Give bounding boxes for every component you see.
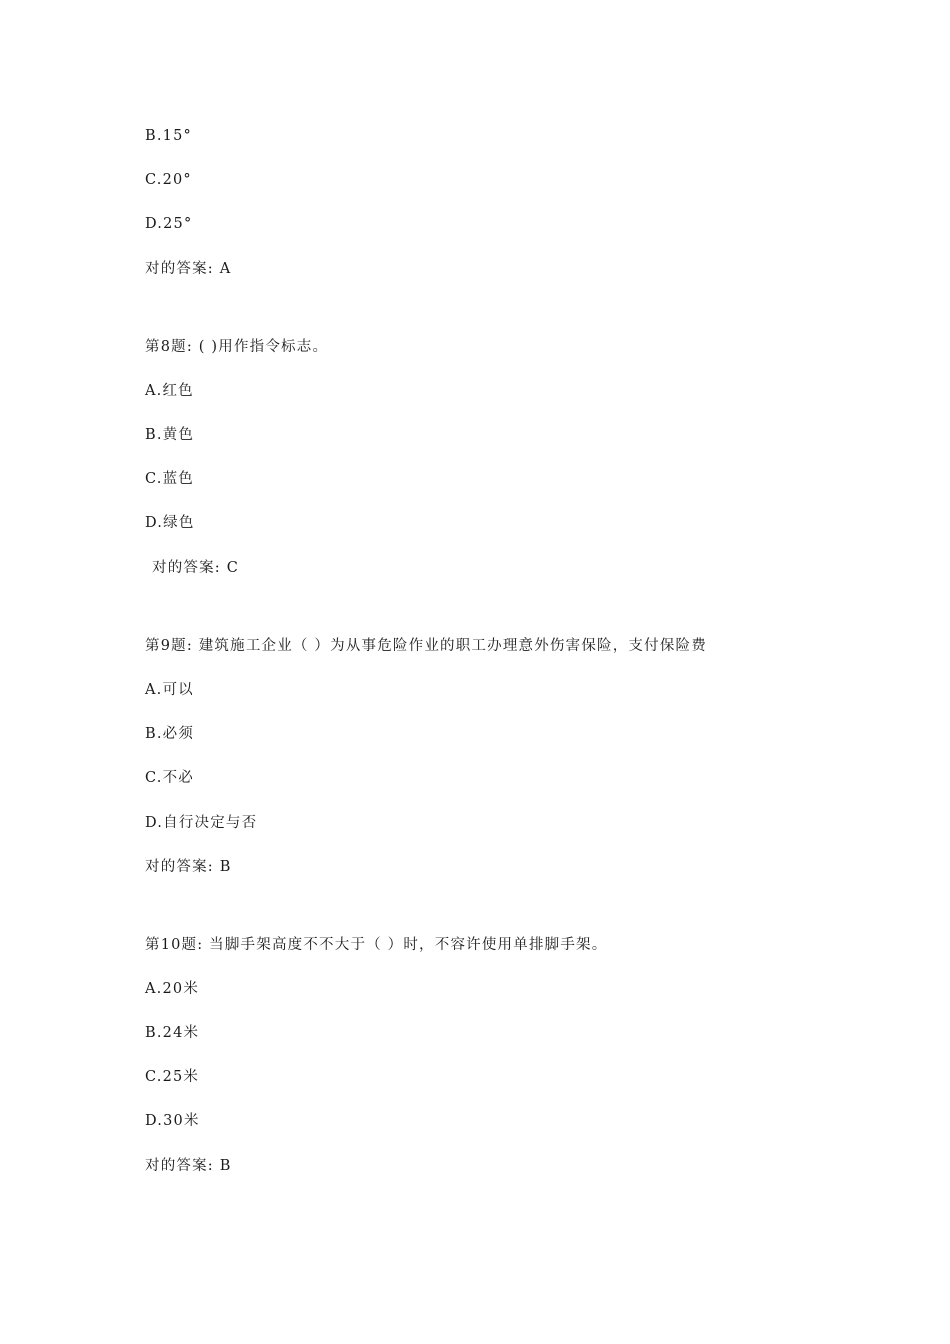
correct-answer: 对的答案: B [145,1158,232,1174]
question-text: 第8题: ( )用作指令标志。 [145,339,329,355]
option-b: B.15° [145,128,192,144]
option-c: C.25米 [145,1069,200,1085]
option-d: D.绿色 [145,515,195,531]
correct-answer: 对的答案: C [152,560,239,576]
option-d: D.30米 [145,1113,200,1129]
option-b: B.必须 [145,726,195,742]
option-c: C.20° [145,172,192,188]
option-a: A.20米 [145,981,200,997]
option-d: D.自行决定与否 [145,815,258,831]
option-b: B.24米 [145,1025,200,1041]
option-a: A.可以 [145,682,194,698]
option-d: D.25° [145,216,193,232]
option-b: B.黄色 [145,427,195,443]
correct-answer: 对的答案: B [145,859,232,875]
correct-answer: 对的答案: A [145,261,232,277]
option-a: A.红色 [145,383,194,399]
question-text: 第10题: 当脚手架高度不不大于（ ）时，不容许使用单排脚手架。 [145,937,608,953]
option-c: C.蓝色 [145,471,194,487]
option-c: C.不必 [145,770,194,786]
question-text: 第9题: 建筑施工企业（ ）为从事危险作业的职工办理意外伤害保险，支付保险费 [145,638,707,654]
